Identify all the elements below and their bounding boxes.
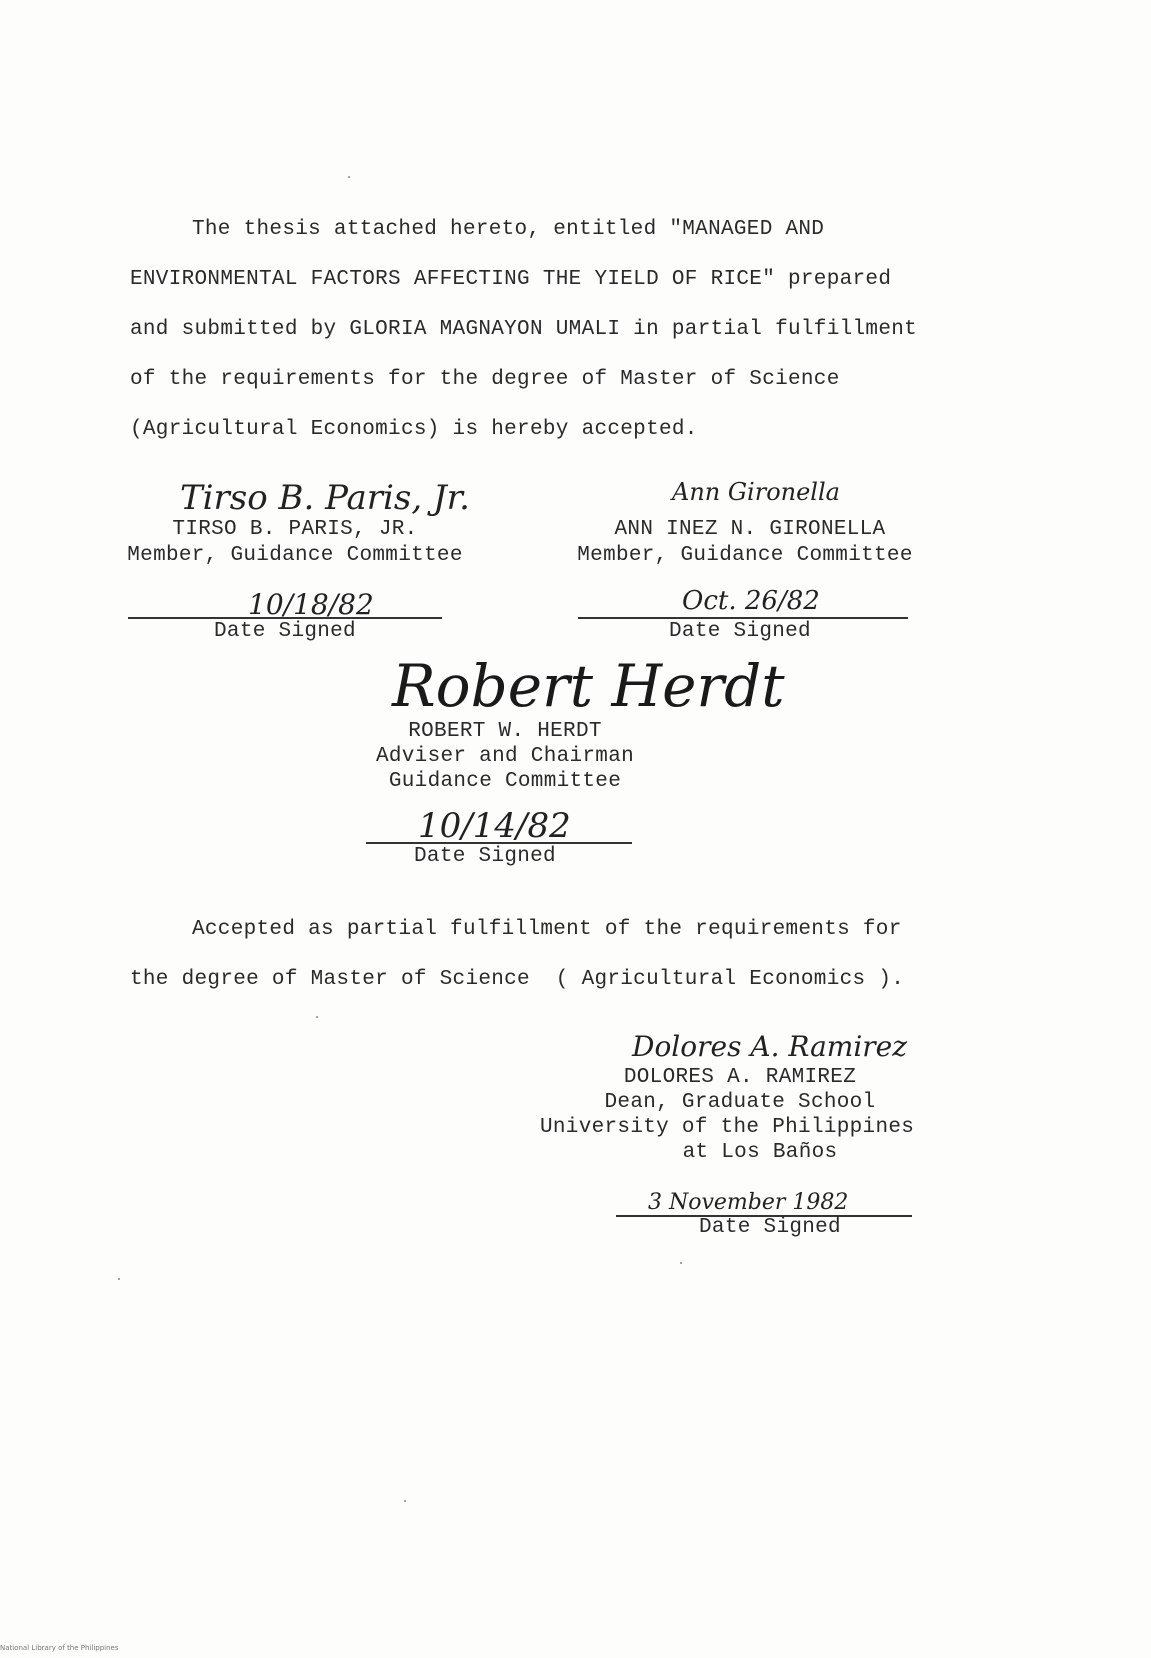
scan-speck (404, 1500, 406, 1502)
paragraph-line-1: The thesis attached hereto, entitled "MANAGED AND (192, 218, 825, 241)
adviser-date-label: Date Signed (414, 845, 556, 868)
dean-date-label: Date Signed (699, 1216, 841, 1239)
left-signatory-role: Member, Guidance Committee (127, 544, 463, 567)
right-date-label: Date Signed (669, 620, 811, 643)
paragraph-line-5: (Agricultural Economics) is hereby accepted. (130, 418, 698, 441)
adviser-role-line-2: Guidance Committee (388, 770, 622, 793)
dean-location: at Los Baños (682, 1141, 838, 1164)
scan-footer: National Library of the Philippines (0, 1644, 119, 1652)
right-signatory-name: ANN INEZ N. GIRONELLA (614, 518, 886, 541)
dean-signature: Dolores A. Ramirez (632, 1030, 907, 1063)
scan-speck (348, 176, 350, 178)
scan-speck (680, 1262, 682, 1264)
dean-name: DOLORES A. RAMIREZ (623, 1066, 857, 1089)
right-signatory-role: Member, Guidance Committee (577, 544, 913, 567)
adviser-handwritten-date: 10/14/82 (418, 806, 571, 846)
left-signature: Tirso B. Paris, Jr. (180, 478, 470, 518)
paragraph-line-4: of the requirements for the degree of Master of Science (130, 368, 840, 391)
left-date-label: Date Signed (214, 620, 356, 643)
adviser-date-rule (366, 842, 632, 844)
dean-title: Dean, Graduate School (604, 1091, 876, 1114)
acceptance-line-1: Accepted as partial fulfillment of the requirements for (192, 918, 902, 941)
paragraph-line-2: ENVIRONMENTAL FACTORS AFFECTING THE YIELD OF RICE" prepared (130, 268, 892, 291)
scan-speck (316, 1016, 318, 1018)
adviser-role-line-1: Adviser and Chairman (375, 745, 635, 768)
dean-handwritten-date: 3 November 1982 (648, 1190, 849, 1215)
right-handwritten-date: Oct. 26/82 (682, 586, 820, 616)
right-signature: Ann Gironella (672, 478, 840, 506)
adviser-name: ROBERT W. HERDT (408, 720, 602, 743)
paragraph-line-3: and submitted by GLORIA MAGNAYON UMALI in partial fulfillment (130, 318, 918, 341)
right-date-rule (578, 617, 908, 619)
left-date-rule (128, 617, 442, 619)
acceptance-line-2: the degree of Master of Science ( Agricultural Economics ). (130, 968, 905, 991)
dean-institution: University of the Philippines (540, 1116, 915, 1139)
scan-speck (118, 1278, 120, 1280)
adviser-signature: Robert Herdt (392, 652, 785, 720)
left-signatory-name: TIRSO B. PARIS, JR. (172, 518, 418, 541)
left-handwritten-date: 10/18/82 (248, 588, 374, 621)
